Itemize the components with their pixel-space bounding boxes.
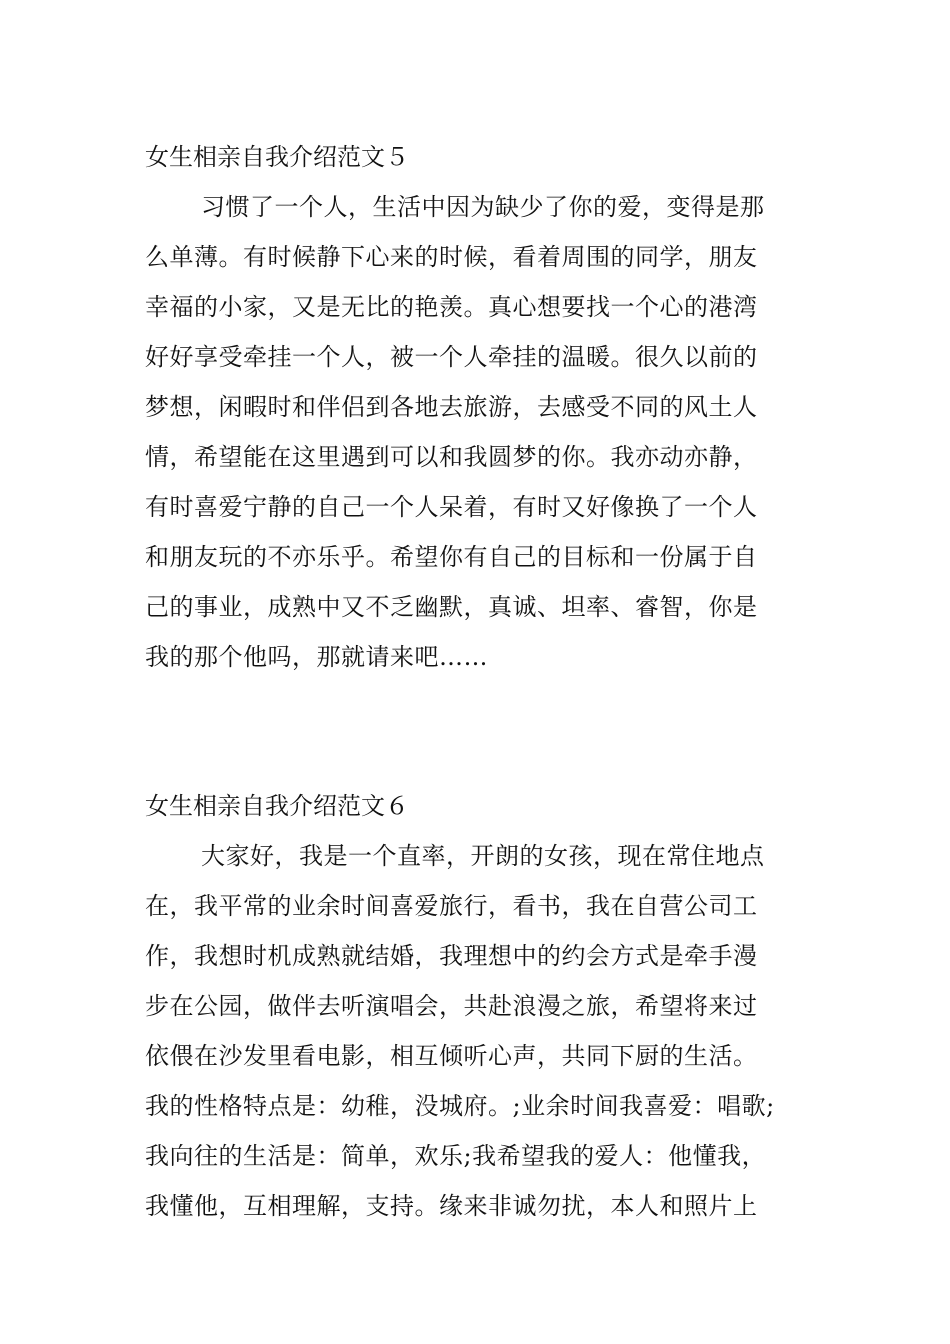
body-line: 依偎在沙发里看电影，相互倾听心声，共同下厨的生活。 (145, 1042, 758, 1070)
section-sample-5 (145, 132, 815, 682)
section-title: 女生相亲自我介绍范文５ (145, 143, 409, 171)
body-line: 我的性格特点是：幼稚，没城府。;业余时间我喜爱：唱歌; (145, 1092, 775, 1120)
body-line: 我懂他，互相理解，支持。缘来非诚勿扰，本人和照片上 (145, 1192, 758, 1220)
body-line: 己的事业，成熟中又不乏幽默，真诚、坦率、睿智，你是 (145, 593, 758, 621)
body-line: 我向往的生活是：简单，欢乐;我希望我的爱人：他懂我， (145, 1142, 767, 1170)
body-line: 习惯了一个人，生活中因为缺少了你的爱，变得是那 (201, 193, 765, 221)
body-line: 大家好，我是一个直率，开朗的女孩，现在常住地点 (201, 842, 765, 870)
section-sample-6 (145, 781, 815, 1231)
section-body (145, 182, 815, 682)
body-line: 和朋友玩的不亦乐乎。希望你有自己的目标和一份属于自 (145, 543, 758, 571)
section-title: 女生相亲自我介绍范文６ (145, 792, 409, 820)
body-line: 么单薄。有时候静下心来的时候，看着周围的同学，朋友 (145, 243, 758, 271)
body-line: 幸福的小家，又是无比的艳羡。真心想要找一个心的港湾 (145, 293, 758, 321)
body-line: 好好享受牵挂一个人，被一个人牵挂的温暖。很久以前的 (145, 343, 758, 371)
body-line: 情，希望能在这里遇到可以和我圆梦的你。我亦动亦静， (145, 443, 758, 471)
body-line: 步在公园，做伴去听演唱会，共赴浪漫之旅，希望将来过 (145, 992, 758, 1020)
body-line: 有时喜爱宁静的自己一个人呆着，有时又好像换了一个人 (145, 493, 758, 521)
body-line: 作，我想时机成熟就结婚，我理想中的约会方式是牵手漫 (145, 942, 758, 970)
body-line: 在，我平常的业余时间喜爱旅行，看书，我在自营公司工 (145, 892, 758, 920)
body-line: 梦想，闲暇时和伴侣到各地去旅游，去感受不同的风土人 (145, 393, 758, 421)
section-body (145, 831, 815, 1231)
body-line: 我的那个他吗，那就请来吧…… (145, 643, 488, 671)
